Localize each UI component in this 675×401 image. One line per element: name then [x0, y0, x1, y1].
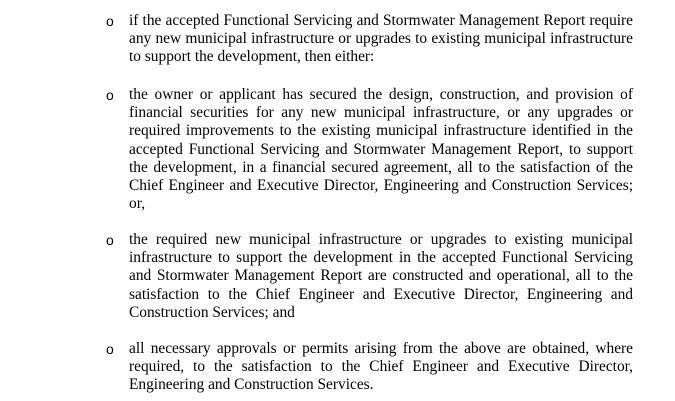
list-bullet: o	[106, 232, 114, 248]
list-bullet: o	[106, 87, 114, 103]
list-bullet: o	[106, 341, 114, 357]
list-item-text: the owner or applicant has secured the design, construction, and provision of financial securities for any new municipal infrastructure, or any upgrades or required improvements to the existing municipal infrastructure identified in the accepted Functional Servicing and Stormwater Management Report, to support the development, in a financial secured agreement, all to the satisfaction of the Chief Engineer and Executive Director, Engineering and Construction Services; or,	[129, 86, 633, 213]
list-item-text: the required new municipal infrastructure or upgrades to existing municipal infrastructure to support the development in the accepted Functional Servicing and Stormwater Management Report are constructed and operational, all to the satisfaction to the Chief Engineer and Executive Director, Engineering and Construction Services; and	[129, 231, 633, 321]
list-item-text: all necessary approvals or permits arising from the above are obtained, where required, to the satisfaction to the Chief Engineer and Executive Director, Engineering and Construction Services.	[129, 340, 633, 394]
list-item-text: if the accepted Functional Servicing and Stormwater Management Report require any new municipal infrastructure or upgrades to existing municipal infrastructure to support the development, then either:	[129, 12, 633, 66]
list-bullet: o	[106, 13, 114, 29]
